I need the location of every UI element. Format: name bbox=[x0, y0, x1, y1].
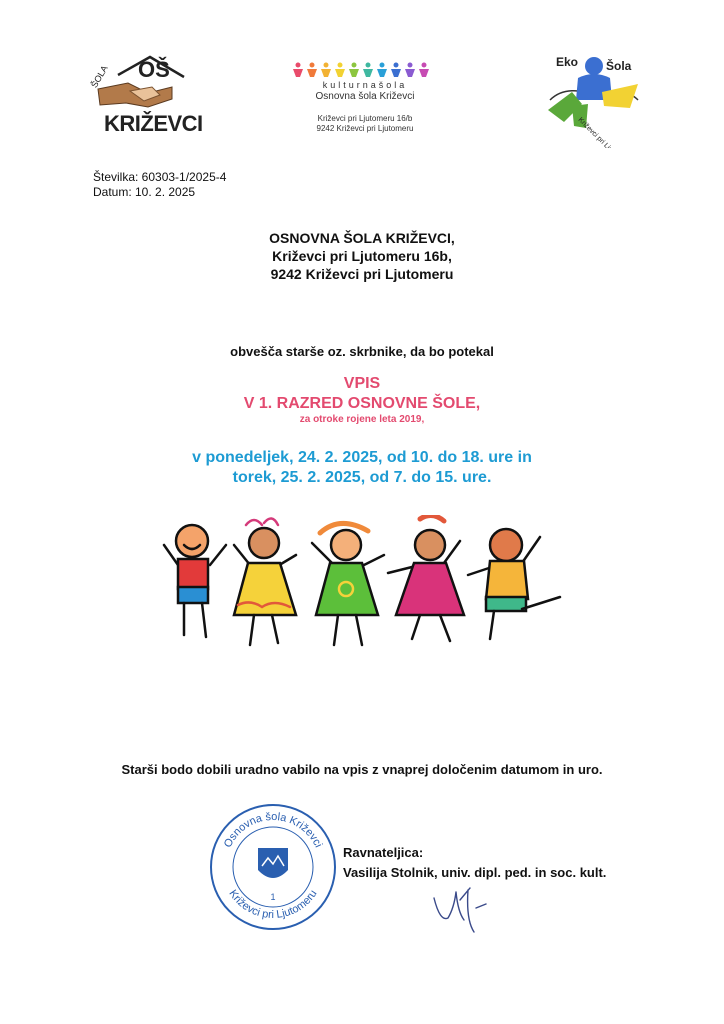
enrollment-subtitle: V 1. RAZRED OSNOVNE ŠOLE, bbox=[243, 395, 481, 412]
person-icon bbox=[405, 63, 415, 78]
child-2-illustration bbox=[234, 518, 296, 645]
kulturna-sola-logo bbox=[280, 62, 450, 142]
school-name-small: Osnovna šola Križevci bbox=[315, 91, 415, 102]
os-krizevci-logo bbox=[88, 55, 203, 143]
person-icon bbox=[419, 63, 429, 78]
stamp-top-text: Osnovna šola Križevci bbox=[221, 810, 325, 850]
school-header-line-3: 9242 Križevci pri Ljutomeru bbox=[270, 266, 454, 282]
stamp-number: 1 bbox=[270, 892, 276, 902]
person-icon bbox=[321, 63, 331, 78]
schedule-line-1: v ponedeljek, 24. 2. 2025, od 10. do 18. ure in bbox=[192, 449, 532, 466]
schedule-line-2: torek, 25. 2. 2025, od 7. do 15. ure. bbox=[232, 469, 492, 486]
eko-sola-logo bbox=[542, 48, 646, 148]
person-icon bbox=[349, 63, 359, 78]
person-icon bbox=[293, 63, 303, 78]
reference-date: Datum: 10. 2. 2025 bbox=[93, 185, 196, 199]
child-3-illustration bbox=[312, 523, 384, 645]
people-row-icon bbox=[280, 62, 450, 78]
eko-text: Eko bbox=[556, 55, 579, 69]
enrollment-title: VPIS bbox=[343, 375, 381, 392]
address-line-1: Križevci pri Ljutomeru 16/b bbox=[317, 114, 413, 123]
person-icon bbox=[363, 63, 373, 78]
address-line-2: 9242 Križevci pri Ljutomeru bbox=[316, 124, 414, 133]
enrollment-block bbox=[0, 374, 724, 426]
sola-text: Šola bbox=[606, 59, 632, 73]
signatory-name: Vasilija Stolnik, univ. dipl. ped. in soc. kult. bbox=[343, 865, 607, 880]
svg-text:ŠOLA: ŠOLA bbox=[89, 63, 110, 90]
schedule-block bbox=[0, 448, 724, 488]
notice-text: obvešča starše oz. skrbnike, da bo potekal bbox=[230, 344, 494, 359]
stamp-bottom-text: Križevci pri Ljutomeru bbox=[226, 887, 320, 922]
school-header-line-2: Križevci pri Ljutomeru 16b, bbox=[272, 248, 452, 264]
person-icon bbox=[391, 63, 401, 78]
child-1-illustration bbox=[164, 525, 226, 637]
child-5-illustration bbox=[468, 529, 560, 639]
child-4-illustration bbox=[388, 515, 464, 641]
kulturna-sola-text: kulturnašola bbox=[322, 80, 408, 90]
school-header bbox=[0, 229, 724, 283]
school-header-line-1: OSNOVNA ŠOLA KRIŽEVCI, bbox=[269, 230, 455, 246]
enrollment-note: za otroke rojene leta 2019, bbox=[299, 414, 425, 425]
school-stamp bbox=[206, 800, 340, 934]
signatory-role: Ravnateljica: bbox=[343, 845, 424, 860]
signatory-block bbox=[343, 843, 606, 883]
parents-notice: Starši bodo dobili uradno vabilo na vpis z vnaprej določenim datumom in uro. bbox=[121, 762, 603, 777]
reference-block bbox=[93, 170, 226, 200]
person-icon bbox=[307, 63, 317, 78]
eko-ring-text: Križevci pri Ljutomeru bbox=[576, 116, 630, 148]
person-icon bbox=[377, 63, 387, 78]
person-icon bbox=[335, 63, 345, 78]
logo-krizevci-text: KRIŽEVCI bbox=[104, 111, 203, 136]
reference-number: Številka: 60303-1/2025-4 bbox=[93, 170, 227, 184]
children-illustration bbox=[150, 515, 580, 660]
handwritten-signature bbox=[430, 880, 510, 940]
school-address-small bbox=[280, 114, 450, 134]
logo-os-text: OŠ bbox=[138, 57, 170, 82]
